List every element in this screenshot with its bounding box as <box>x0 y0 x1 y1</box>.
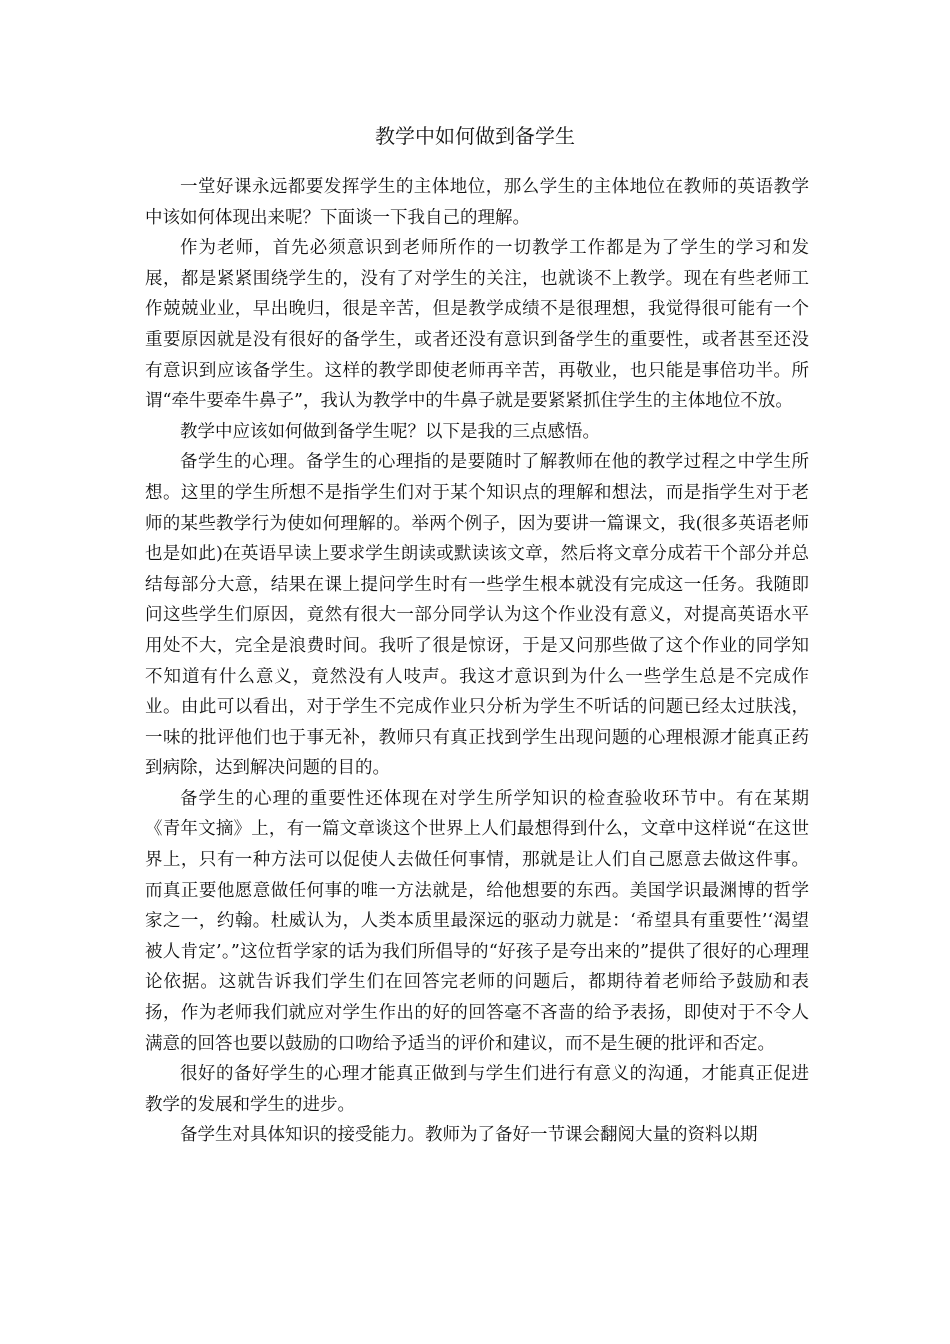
paragraph: 备学生的心理的重要性还体现在对学生所学知识的检查验收环节中。有在某期《青年文摘》上，有一篇文章谈这个世界上人们最想得到什么，文章中这样说“在这世界上，只有一种方法可以促使人去做任何事情，那就是让人们自己愿意去做这件事。而真正要他愿意做任何事的唯一方法就是，给他想要的东西。美国学识最渊博的哲学家之一，约翰。杜威认为，人类本质里最深远的驱动力就是：‘希望具有重要性’‘渴望被人肯定’。”这位哲学家的话为我们所倡导的“好孩子是夸出来的”提供了很好的心理理论依据。这就告诉我们学生们在回答完老师的问题后，都期待着老师给予鼓励和表扬，作为老师我们就应对学生作出的好的回答毫不吝啬的给予表扬，即使对于不令人满意的回答也要以鼓励的口吻给予适当的评价和建议，而不是生硬的批评和否定。 <box>145 788 809 1054</box>
document-body <box>145 172 809 1151</box>
paragraph: 教学中应该如何做到备学生呢？以下是我的三点感悟。 <box>180 421 600 442</box>
paragraph: 很好的备好学生的心理才能真正做到与学生们进行有意义的沟通，才能真正促进教学的发展和学生的进步。 <box>145 1064 809 1115</box>
paragraph: 备学生对具体知识的接受能力。教师为了备好一节课会翻阅大量的资料以期 <box>180 1125 758 1146</box>
paragraph: 备学生的心理。备学生的心理指的是要随时了解教师在他的教学过程之中学生所想。这里的学生所想不是指学生们对于某个知识点的理解和想法，而是指学生对于老师的某些教学行为使如何理解的。举两个例子，因为要讲一篇课文，我(很多英语老师也是如此)在英语早读上要求学生朗读或默读该文章，然后将文章分成若干个部分并总结每部分大意，结果在课上提问学生时有一些学生根本就没有完成这一任务。我随即问这些学生们原因，竟然有很大一部分同学认为这个作业没有意义，对提高英语水平用处不大，完全是浪费时间。我听了很是惊讶，于是又问那些做了这个作业的同学知不知道有什么意义，竟然没有人吱声。我这才意识到为什么一些学生总是不完成作业。由此可以看出，对于学生不完成作业只分析为学生不听话的问题已经太过肤浅，一味的批评他们也于事无补，教师只有真正找到学生出现问题的心理根源才能真正药到病除，达到解决问题的目的。 <box>145 452 809 779</box>
paragraph: 一堂好课永远都要发挥学生的主体地位，那么学生的主体地位在教师的英语教学中该如何体现出来呢？下面谈一下我自己的理解。 <box>145 177 809 228</box>
document-title: 教学中如何做到备学生 <box>375 124 575 148</box>
paragraph: 作为老师，首先必须意识到老师所作的一切教学工作都是为了学生的学习和发展，都是紧紧围绕学生的，没有了对学生的关注，也就谈不上教学。现在有些老师工作兢兢业业，早出晚归，很是辛苦，但是教学成绩不是很理想，我觉得很可能有一个重要原因就是没有很好的备学生，或者还没有意识到备学生的重要性，或者甚至还没有意识到应该备学生。这样的教学即使老师再辛苦，再敬业，也只能是事倍功半。所谓“牵牛要牵牛鼻子”，我认为教学中的牛鼻子就是要紧紧抓住学生的主体地位不放。 <box>145 238 809 412</box>
